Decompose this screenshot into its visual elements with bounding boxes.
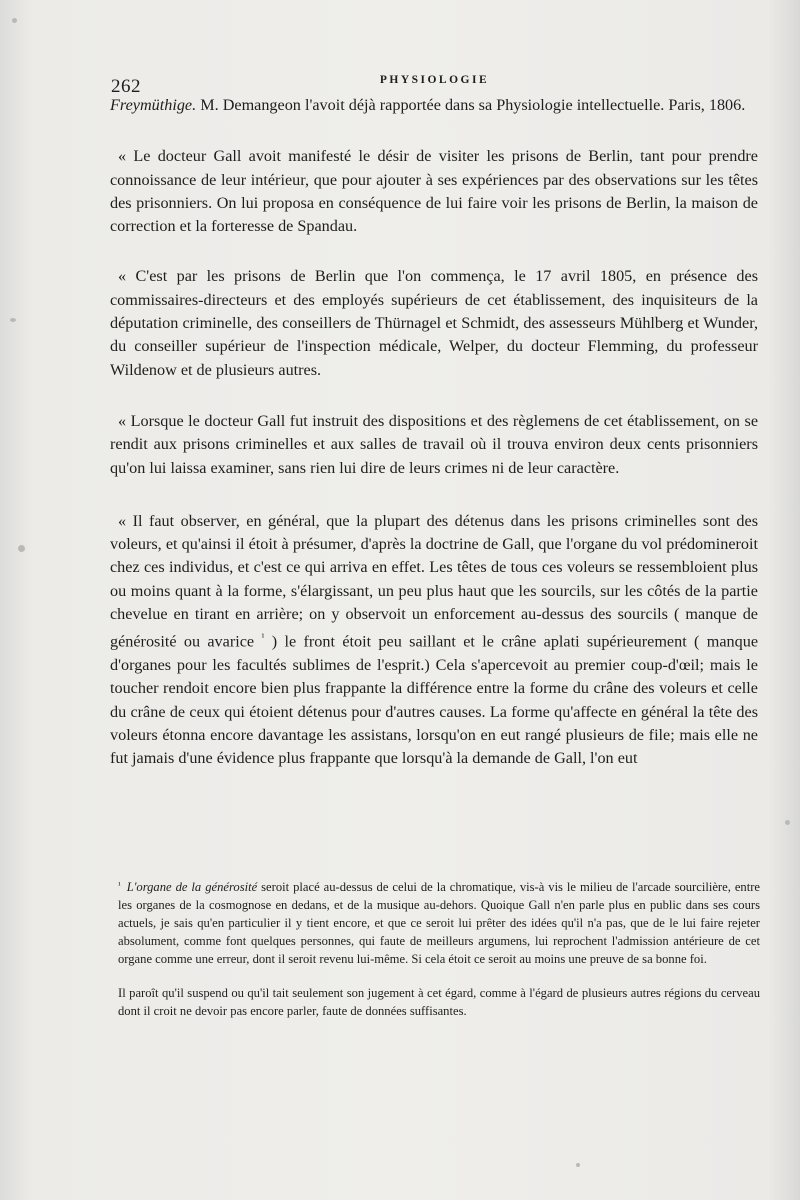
paragraph-text: M. Demangeon l'avoit déjà rapportée dans sa Physiologie intellectuelle. Paris, 1806. xyxy=(196,96,746,114)
paper-speck xyxy=(12,18,17,23)
italic-word: Freymüthige. xyxy=(110,96,197,114)
paragraph-2: « C'est par les prisons de Berlin que l'on commença, le 17 avril 1805, en présence des commissaires-directeurs et des employés supérieurs de cet établissement, des inquisiteurs de la députation criminelle, des conseillers de Thürnagel et Schmidt, des assesseurs Mühlberg et Wunder, du conseiller supérieur de l'inspection médicale, Welper, du docteur Flemming, du professeur Wildenow et de plusieurs autres. xyxy=(110,267,758,379)
footnote-1 xyxy=(118,876,760,968)
paragraph-text: « Il faut observer, en général, que la plupart des détenus dans les prisons criminelles sont des voleurs, et qu'ainsi il étoit à présumer, d'après la doctrine de Gall, que l'organe du vol prédomineroit chez ces individus, et c'est ce qui arriva en effet. Les têtes de tous ces voleurs se ressembloient plus ou moins quant à la forme, s'élargissant, un peu plus haut que les sourcils, sur les côtés de la partie chevelue en tirant en arrière; on y observoit un enforcement au-dessus des sourcils ( manque de générosité ou avarice xyxy=(110,511,758,651)
paragraph-1: « Le docteur Gall avoit manifesté le désir de visiter les prisons de Berlin, tant pour prendre connoissance de leur intérieur, que pour ajouter à ses expériences par des observations sur les têtes des prisonniers. On lui proposa en conséquence de lui faire voir les prisons de Berlin, la maison de correction et la forteresse de Spandau. xyxy=(110,147,758,236)
page-number: 262 xyxy=(111,76,141,97)
running-title: PHYSIOLOGIE xyxy=(379,74,490,86)
paragraph-continuation xyxy=(110,94,758,117)
paper-speck xyxy=(576,1163,580,1167)
paper-speck xyxy=(785,820,790,825)
paper-speck xyxy=(18,545,25,552)
paragraph-3: « Lorsque le docteur Gall fut instruit des dispositions et des règlemens de cet établissement, on se rendit aux prisons criminelles et aux salles de travail où il trouva environ deux cents prisonniers qu'on lui laissa examiner, sans rien lui dire de leurs crimes ni de leur caractère. xyxy=(110,411,758,477)
footnote-2: Il paroît qu'il suspend ou qu'il tait seulement son jugement à cet égard, comme à l'égard de plusieurs autres régions du cerveau dont il croit ne devoir pas encore parler, faute de données suffisantes. xyxy=(118,986,760,1018)
footnotes xyxy=(118,876,760,1020)
paragraph-text: ) le front étoit peu saillant et le crâne aplati supérieurement ( manque d'organes pour les facultés sublimes de l'esprit.) Cela s'apercevoit au premier coup-d'œil; mais le toucher rendoit encore bien plus frappante la différence entre la forme du crâne des voleurs et celle du crâne de ceux qui étoient détenus pour d'autres causes. La forme qu'affecte en général la tête des voleurs étonna encore davantage les assistans, lorsqu'on en eut rangé plusieurs de file; mais elle ne fut jamais d'une évidence plus frappante que lorsqu'à la demande de Gall, l'on eut xyxy=(110,632,759,768)
footnote-marker: ¹ xyxy=(118,880,121,890)
footnote-italic: L'organe de la générosité xyxy=(126,880,258,894)
footnote-text: seroit placé au-dessus de celui de la chromatique, vis-à vis le milieu de l'arcade sourcilière, entre les organes de la cosmognose en dedans, et de la musique au-dehors. Quoique Gall n'en parle plus en public dans ses cours actuels, je sais qu'en particulier il y tient encore, et que ce seroit lui prêter des idées qu'il n'a pas, que de le lui faire rejeter absolument, comme font quelques personnes, qui faute de meilleurs argumens, lui reprochent l'admission antérieure de cet organe comme une erreur, dont il seroit revenu lui-même. Si cela étoit ce seroit au moins une preuve de sa bonne foi. xyxy=(118,880,760,966)
page-header xyxy=(111,72,758,96)
footnote-reference: ¹ xyxy=(261,632,265,644)
body-text xyxy=(110,94,758,771)
paper-speck xyxy=(10,318,16,322)
paragraph-4 xyxy=(110,510,758,771)
